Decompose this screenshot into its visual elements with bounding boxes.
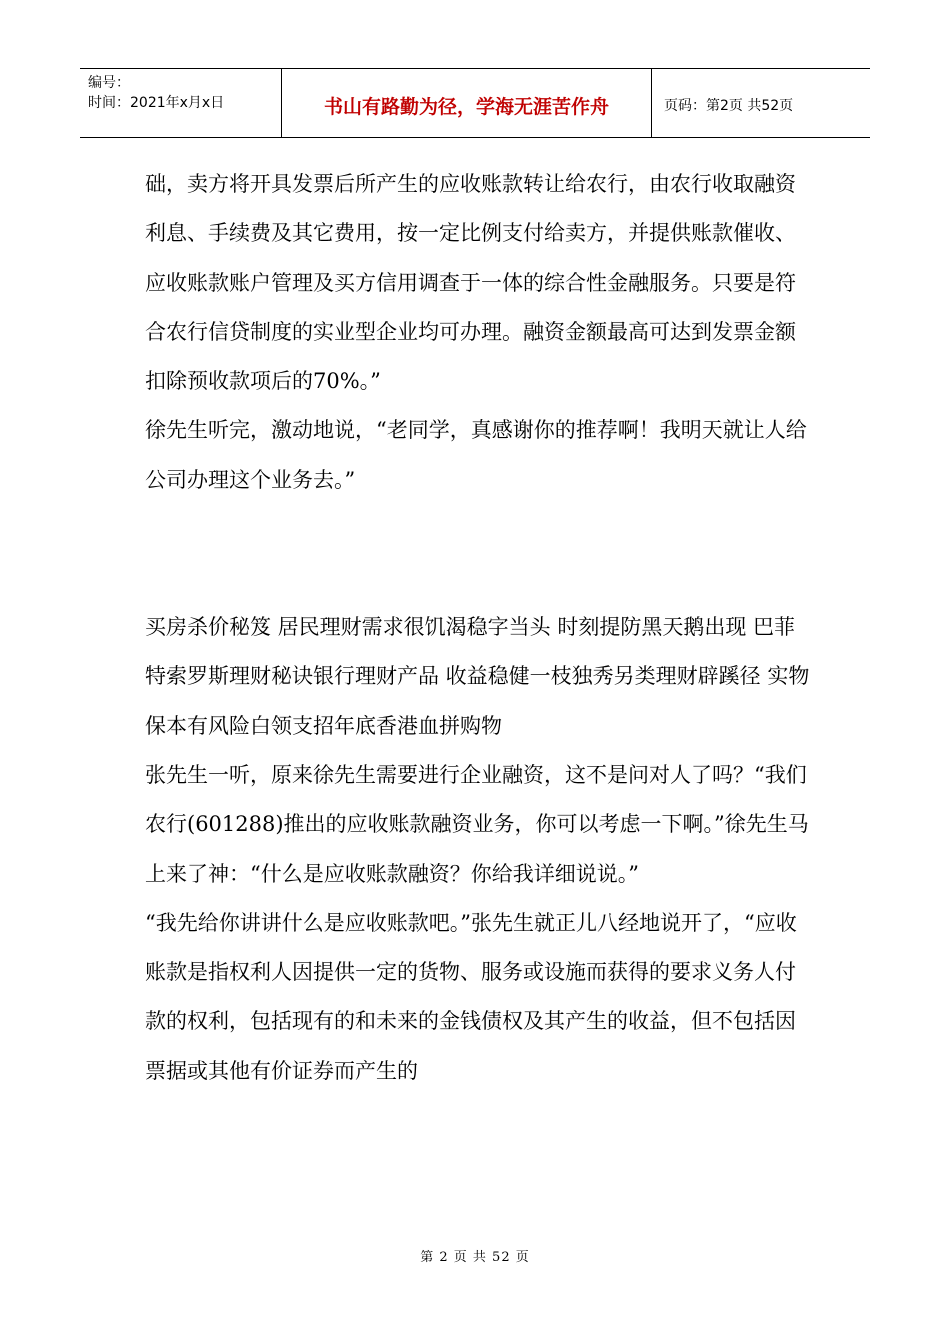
paragraph-related-headlines: 买房杀价秘笈 居民理财需求很饥渴稳字当头 时刻提防黑天鹅出现 巴菲特索罗斯理财秘诀银行理财产品 收益稳健一枝独秀另类理财辟蹊径 实物保本有风险白领支招年底香港血拼购物	[145, 615, 810, 738]
page-footer	[0, 1246, 950, 1265]
page-info-cell	[652, 69, 870, 137]
paragraph-gap	[145, 505, 815, 603]
date-line: 时间：2021年x月x日	[88, 95, 225, 111]
number-label: 编号：	[88, 75, 130, 91]
page-header	[80, 68, 870, 138]
motto-text: 书山有路勤为径，学海无涯苦作舟	[323, 95, 609, 118]
motto-cell	[282, 69, 652, 137]
paragraph-zhang-reply: 张先生一听，原来徐先生需要进行企业融资，这不是问对人了吗？“我们农行(601288)推出的应收账款融资业务，你可以考虑一下啊。”徐先生马上来了神：“什么是应收账款融资？你给我详细说说。”	[145, 762, 809, 886]
paragraph-receivables-explanation: “我先给你讲讲什么是应收账款吧。”张先生就正儿八经地说开了，“应收账款是指权利人因提供一定的货物、服务或设施而获得的要求义务人付款的权利，包括现有的和未来的金钱债权及其产生的收益，但不包括因票据或其他有价证券而产生的	[145, 910, 797, 1083]
document-body	[145, 160, 815, 1096]
header-meta-cell	[80, 69, 282, 137]
paragraph-xu-response: 徐先生听完，激动地说，“老同学，真感谢你的推荐啊！我明天就让人给公司办理这个业务去。”	[145, 418, 807, 492]
footer-page-number: 第 2 页 共 52 页	[420, 1250, 530, 1265]
paragraph-financing-description: 础，卖方将开具发票后所产生的应收账款转让给农行，由农行收取融资利息、手续费及其它费用，按一定比例支付给卖方，并提供账款催收、应收账款账户管理及买方信用调查于一体的综合性金融服务。只要是符合农行信贷制度的实业型企业均可办理。融资金额最高可达到发票金额扣除预收款项后的70%。”	[145, 172, 796, 394]
page-info-text: 页码：第2页 共52页	[664, 98, 794, 114]
